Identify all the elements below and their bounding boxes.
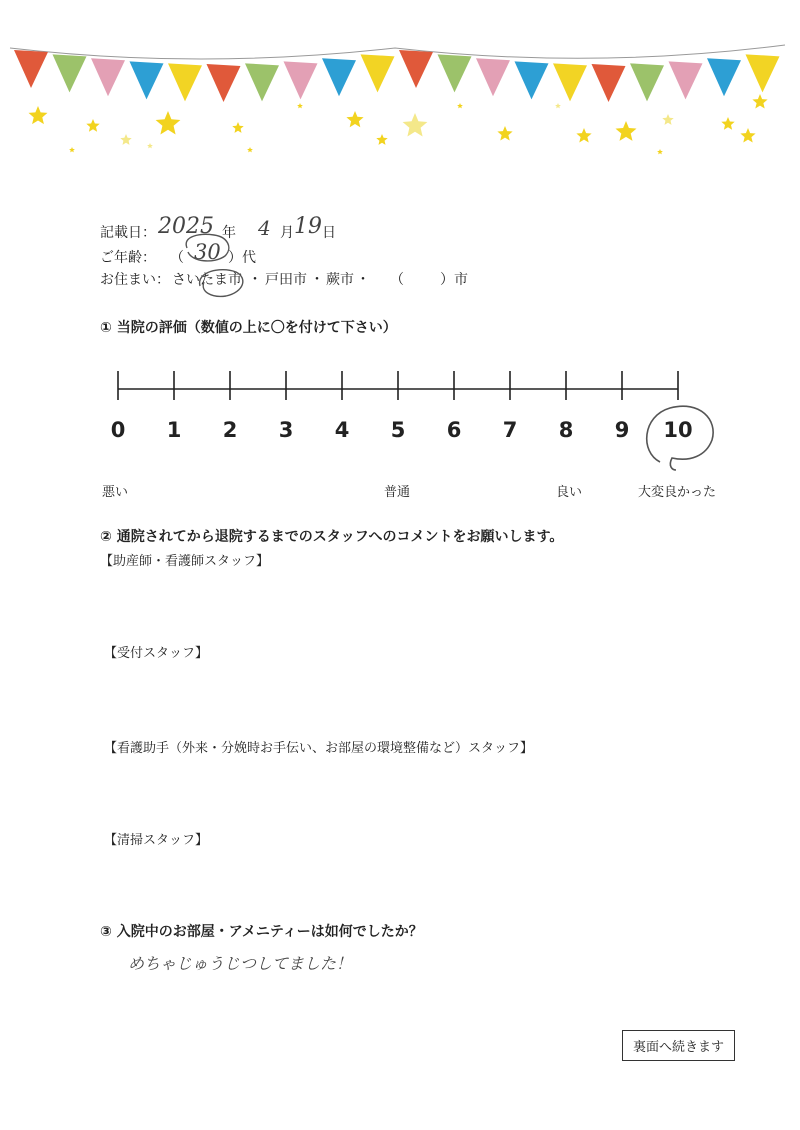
residence-other-open: （ bbox=[390, 272, 404, 288]
star-icon bbox=[297, 103, 303, 108]
rating-numbers bbox=[0, 418, 800, 448]
bunting-flag bbox=[245, 63, 279, 101]
star-icon bbox=[752, 94, 767, 109]
residence-separator: ・ bbox=[248, 272, 262, 288]
rating-option-9[interactable]: 9 bbox=[614, 418, 630, 442]
category-nursing-assistant: 【看護助手（外来・分娩時お手伝い、お部屋の環境整備など）スタッフ】 bbox=[104, 741, 534, 756]
date-year-value: 2025 bbox=[158, 214, 214, 239]
label-bad: 悪い bbox=[102, 485, 129, 500]
bunting-flag bbox=[707, 58, 741, 96]
continue-on-back-box bbox=[622, 1030, 735, 1061]
age-value: 30 bbox=[194, 240, 221, 264]
rating-option-5[interactable]: 5 bbox=[390, 418, 406, 442]
star-cluster bbox=[29, 94, 768, 154]
scale-ticks bbox=[118, 371, 678, 400]
rating-option-1[interactable]: 1 bbox=[166, 418, 182, 442]
bunting-flag bbox=[553, 63, 587, 101]
bunting-flag bbox=[361, 54, 395, 92]
star-icon bbox=[29, 106, 48, 124]
bunting-flag bbox=[438, 54, 472, 92]
bunting-flag bbox=[284, 61, 318, 99]
star-icon bbox=[376, 134, 387, 145]
date-month-value: 4 bbox=[258, 216, 271, 240]
day-unit: 日 bbox=[322, 225, 336, 241]
bunting-string bbox=[10, 45, 785, 59]
age-open-paren: （ bbox=[170, 250, 184, 266]
date-day-value: 19 bbox=[294, 214, 322, 239]
date-row bbox=[100, 222, 156, 242]
q2-heading: ② 通院されてから退院するまでのスタッフへのコメントをお願いします。 bbox=[100, 529, 564, 545]
residence-other-close: ）市 bbox=[440, 272, 468, 288]
star-icon bbox=[232, 122, 243, 133]
residence-option-toda[interactable]: 戸田市 bbox=[265, 272, 307, 288]
q3-heading: ③ 入院中のお部屋・アメニティーは如何でしたか？ bbox=[100, 924, 423, 940]
bunting-flag bbox=[91, 58, 125, 96]
rating-option-4[interactable]: 4 bbox=[334, 418, 350, 442]
category-cleaning: 【清掃スタッフ】 bbox=[104, 833, 209, 848]
category-reception: 【受付スタッフ】 bbox=[104, 646, 209, 661]
star-icon bbox=[156, 111, 181, 135]
label-very-good: 大変良かった bbox=[638, 485, 717, 500]
star-icon bbox=[247, 147, 253, 152]
rating-option-6[interactable]: 6 bbox=[446, 418, 462, 442]
rating-option-2[interactable]: 2 bbox=[222, 418, 238, 442]
bunting-flag bbox=[53, 54, 87, 92]
star-icon bbox=[721, 117, 734, 130]
rating-scale-line bbox=[100, 360, 700, 410]
month-unit: 月 bbox=[280, 225, 294, 241]
bunting-decoration bbox=[0, 0, 800, 170]
q1-heading: ① 当院の評価（数値の上に〇を付けて下さい） bbox=[100, 320, 397, 336]
rating-option-8[interactable]: 8 bbox=[558, 418, 574, 442]
age-label: ご年齢： bbox=[100, 250, 156, 266]
bunting-flag bbox=[669, 61, 703, 99]
year-unit: 年 bbox=[222, 225, 236, 241]
residence-separator: ・ bbox=[356, 272, 370, 288]
star-icon bbox=[576, 128, 591, 143]
star-icon bbox=[69, 147, 75, 152]
bunting-flag bbox=[130, 61, 164, 99]
bunting-flag bbox=[476, 58, 510, 96]
flag-garland bbox=[10, 45, 785, 102]
residence-option-warabi[interactable]: 蕨市 bbox=[326, 272, 354, 288]
bunting-flag bbox=[322, 58, 356, 96]
star-icon bbox=[120, 134, 131, 145]
date-label: 記載日： bbox=[100, 225, 156, 241]
star-icon bbox=[457, 103, 463, 108]
star-icon bbox=[403, 113, 428, 137]
label-good: 良い bbox=[556, 485, 583, 500]
star-icon bbox=[616, 121, 637, 141]
bunting-flag bbox=[14, 50, 48, 88]
residence-option-saitama[interactable]: さいたま市 bbox=[172, 272, 242, 288]
bunting-flag bbox=[207, 64, 241, 102]
continue-label: 裏面へ続きます bbox=[633, 1040, 725, 1055]
bunting-flag bbox=[746, 54, 780, 92]
star-icon bbox=[147, 143, 153, 148]
bunting-flag bbox=[399, 50, 433, 88]
star-icon bbox=[346, 111, 363, 127]
residence-separator: ・ bbox=[310, 272, 324, 288]
bunting-flag bbox=[168, 63, 202, 101]
residence-label: お住まい： bbox=[100, 272, 170, 288]
q3-handwritten-answer: めちゃじゅうじつしてました！ bbox=[128, 954, 353, 973]
star-icon bbox=[657, 149, 663, 154]
bunting-flag bbox=[630, 63, 664, 101]
rating-option-0[interactable]: 0 bbox=[110, 418, 126, 442]
star-icon bbox=[740, 128, 755, 143]
rating-option-7[interactable]: 7 bbox=[502, 418, 518, 442]
age-close-paren: ）代 bbox=[228, 250, 256, 266]
bunting-flag bbox=[515, 61, 549, 99]
star-icon bbox=[86, 119, 99, 132]
rating-option-10[interactable]: 10 bbox=[663, 418, 693, 442]
rating-option-3[interactable]: 3 bbox=[278, 418, 294, 442]
star-icon bbox=[555, 103, 561, 108]
category-midwife-nurse: 【助産師・看護師スタッフ】 bbox=[100, 554, 270, 569]
bunting-flag bbox=[592, 64, 626, 102]
star-icon bbox=[662, 114, 673, 125]
star-icon bbox=[497, 126, 512, 141]
label-normal: 普通 bbox=[384, 485, 411, 500]
